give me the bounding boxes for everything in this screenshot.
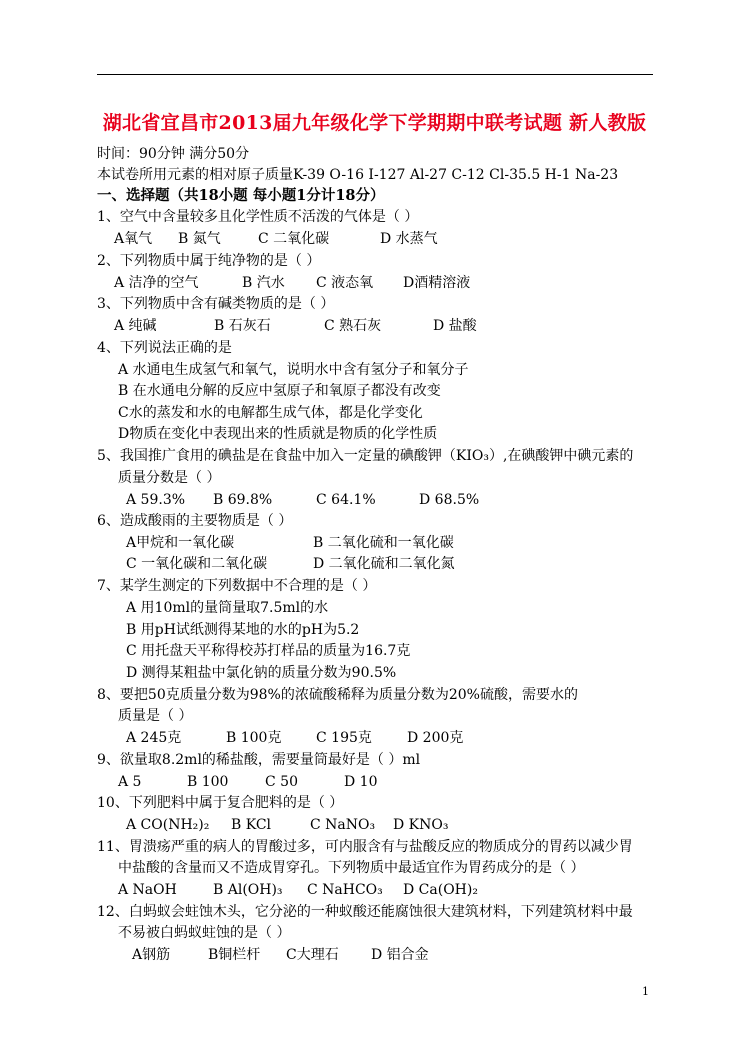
question-11-option-b: B Al(OH)₃ bbox=[213, 882, 283, 898]
question-3-option-a: A 纯碱 bbox=[114, 318, 157, 334]
question-2-option-a: A 洁净的空气 bbox=[114, 275, 199, 291]
question-12-stem: 12、白蚂蚁会蛀蚀木头，它分泌的一种蚁酸还能腐蚀很大建筑材料，下列建筑材料中最 bbox=[97, 904, 633, 920]
question-2-option-b: B 汽水 bbox=[242, 275, 285, 291]
question-12-option-c: C大理石 bbox=[286, 947, 339, 963]
page-number: 1 bbox=[642, 985, 649, 998]
question-11-option-c: C NaHCO₃ bbox=[307, 882, 383, 898]
question-6-option-c: C 一氧化碳和二氧化碳 bbox=[126, 556, 268, 572]
question-7-stem: 7、某学生测定的下列数据中不合理的是（ ） bbox=[97, 578, 377, 594]
question-12-option-b: B铜栏杆 bbox=[208, 947, 261, 963]
question-10-option-c: C NaNO₃ bbox=[310, 817, 376, 833]
question-5-stem: 5、我国推广食用的碘盐是在食盐中加入一定量的碘酸钾（KIO₃）,在碘酸钾中碘元素的 bbox=[97, 448, 634, 464]
question-9-option-d: D 10 bbox=[344, 774, 378, 790]
question-10-stem: 10、下列肥料中属于复合肥料的是（ ） bbox=[97, 795, 344, 811]
question-9-stem: 9、欲量取8.2ml的稀盐酸，需要量筒最好是（ ）ml bbox=[97, 752, 421, 768]
question-9-option-b: B 100 bbox=[187, 774, 229, 790]
question-2-stem: 2、下列物质中属于纯净物的是（ ） bbox=[97, 253, 321, 269]
question-1-option-c: C 二氧化碳 bbox=[258, 231, 330, 247]
question-7-option-b: B 用pH试纸测得某地的水的pH为5.2 bbox=[126, 622, 360, 638]
question-5-option-d: D 68.5% bbox=[419, 492, 480, 508]
question-8-option-b: B 100克 bbox=[226, 730, 282, 746]
question-9-option-a: A 5 bbox=[118, 774, 142, 790]
question-5-option-b: B 69.8% bbox=[213, 492, 273, 508]
question-1-option-b: B 氮气 bbox=[178, 231, 221, 247]
question-1-option-a: A氧气 bbox=[114, 231, 153, 247]
question-7-option-c: C 用托盘天平称得校苏打样品的质量为16.7克 bbox=[126, 643, 411, 659]
question-4-option-d: D物质在变化中表现出来的性质就是物质的化学性质 bbox=[118, 426, 438, 442]
question-4-stem: 4、下列说法正确的是 bbox=[97, 340, 232, 356]
question-3-option-d: D 盐酸 bbox=[433, 318, 477, 334]
question-5-option-c: C 64.1% bbox=[316, 492, 376, 508]
question-11-option-d: D Ca(OH)₂ bbox=[403, 882, 478, 898]
question-8-option-d: D 200克 bbox=[407, 730, 464, 746]
time-line: 时间：90分钟 满分50分 bbox=[97, 146, 250, 162]
question-6-option-d: D 二氧化硫和二氧化氮 bbox=[313, 556, 455, 572]
question-7-option-a: A 用10ml的量筒量取7.5ml的水 bbox=[126, 600, 329, 616]
question-7-option-d: D 测得某粗盐中氯化钠的质量分数为90.5% bbox=[126, 665, 397, 681]
question-8-stem-cont: 质量是（ ） bbox=[118, 708, 193, 724]
question-4-option-c: C水的蒸发和水的电解都生成气体，都是化学变化 bbox=[118, 405, 423, 421]
question-9-option-c: C 50 bbox=[265, 774, 298, 790]
question-10-option-d: D KNO₃ bbox=[393, 817, 449, 833]
question-2-option-d: D酒精溶液 bbox=[403, 275, 471, 291]
question-4-option-a: A 水通电生成氢气和氧气，说明水中含有氢分子和氧分子 bbox=[118, 362, 469, 378]
question-6-option-b: B 二氧化硫和一氧化碳 bbox=[313, 535, 454, 551]
question-8-stem: 8、要把50克质量分数为98%的浓硫酸稀释为质量分数为20%硫酸，需要水的 bbox=[97, 687, 578, 703]
question-8-option-a: A 245克 bbox=[126, 730, 182, 746]
section-heading: 一、选择题（共18小题 每小题1分计18分） bbox=[97, 187, 385, 204]
atomic-masses-line: 本试卷所用元素的相对原子质量K-39 O-16 I-127 Al-27 C-12 Cl-35.5 H-1 Na-23 bbox=[97, 167, 619, 183]
question-3-option-c: C 熟石灰 bbox=[324, 318, 382, 334]
question-6-option-a: A甲烷和一氧化碳 bbox=[126, 535, 235, 551]
question-5-option-a: A 59.3% bbox=[126, 492, 186, 508]
question-3-stem: 3、下列物质中含有碱类物质的是（ ） bbox=[97, 296, 335, 312]
question-10-option-b: B KCl bbox=[231, 817, 272, 833]
question-12-option-d: D 铝合金 bbox=[371, 947, 429, 963]
question-3-option-b: B 石灰石 bbox=[214, 318, 271, 334]
page-title: 湖北省宜昌市2013届九年级化学下学期期中联考试题 新人教版 bbox=[102, 112, 647, 134]
question-12-option-a: A钢筋 bbox=[132, 947, 171, 963]
question-4-option-b: B 在水通电分解的反应中氢原子和氧原子都没有改变 bbox=[118, 383, 441, 399]
question-6-stem: 6、造成酸雨的主要物质是（ ） bbox=[97, 513, 293, 529]
question-11-option-a: A NaOH bbox=[118, 882, 177, 898]
question-10-option-a: A CO(NH₂)₂ bbox=[126, 817, 210, 833]
question-5-stem-cont: 质量分数是（ ） bbox=[118, 470, 221, 486]
header-rule bbox=[97, 74, 653, 75]
question-8-option-c: C 195克 bbox=[316, 730, 372, 746]
question-2-option-c: C 液态氧 bbox=[316, 275, 374, 291]
question-11-stem-cont: 中盐酸的含量而又不造成胃穿孔。下列物质中最适宜作为胃药成分的是（ ） bbox=[118, 860, 585, 876]
question-11-stem: 11、胃溃疡严重的病人的胃酸过多，可内服含有与盐酸反应的物质成分的胃药以减少胃 bbox=[97, 839, 633, 855]
question-1-stem: 1、空气中含量较多且化学性质不活泼的气体是（ ） bbox=[97, 209, 419, 225]
question-1-option-d: D 水蒸气 bbox=[380, 231, 438, 247]
question-12-stem-cont: 不易被白蚂蚁蛀蚀的是（ ） bbox=[118, 925, 291, 941]
